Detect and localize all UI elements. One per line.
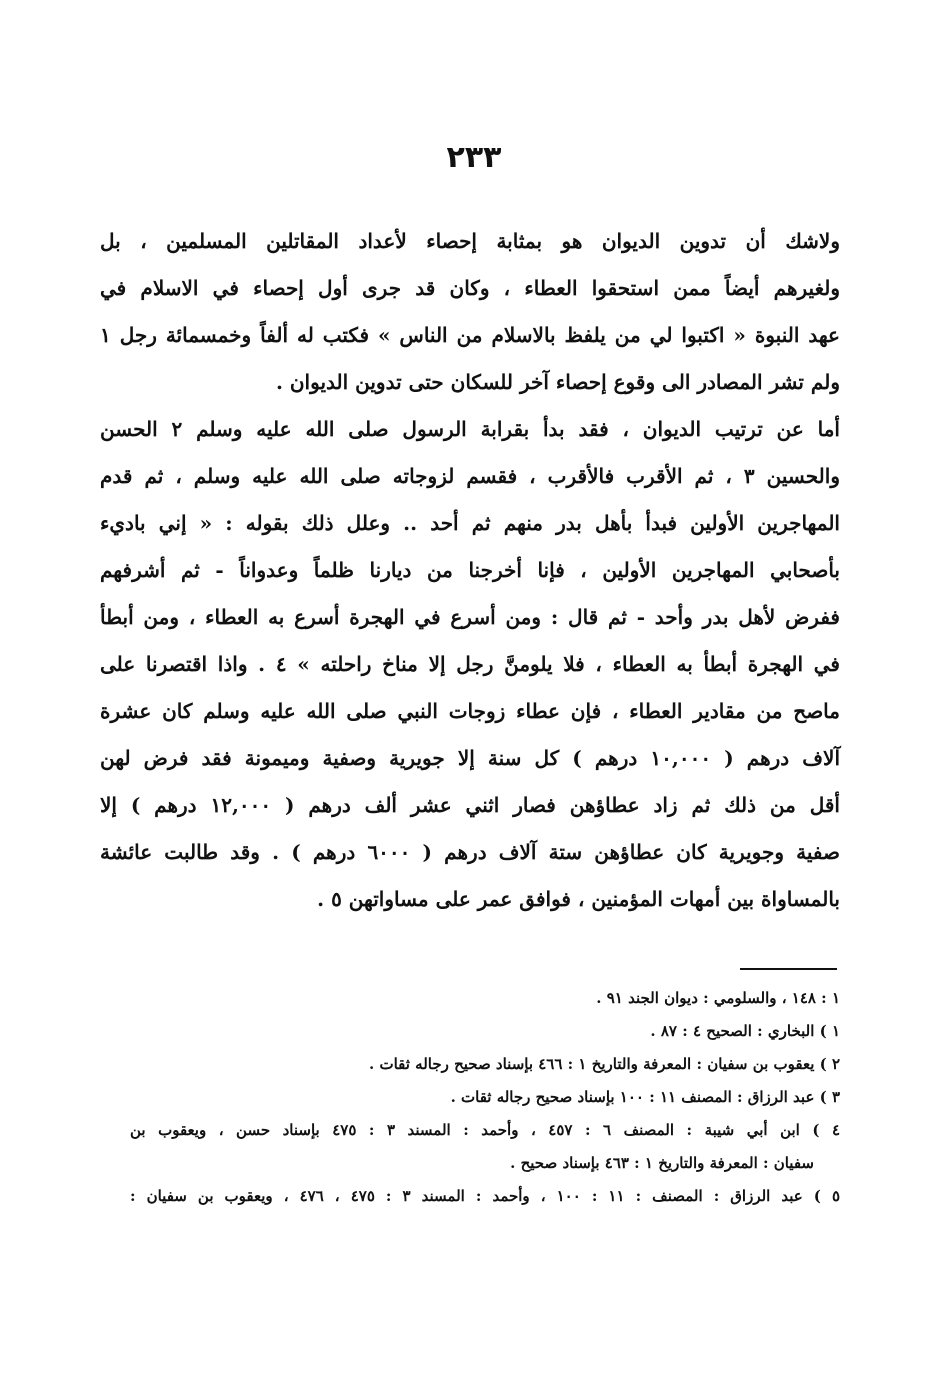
body-line: أقل من ذلك ثم زاد عطاؤهن فصار اثني عشر ألف درهم ( ١٢,٠٠٠ درهم ) إلا <box>100 793 840 817</box>
footnote-line: ٢ ) يعقوب بن سفيان : المعرفة والتاريخ ١ : ٤٦٦ بإسناد صحيح رجاله ثقات . <box>369 1055 840 1073</box>
footnote-line: ٥ ) عبد الرزاق : المصنف : ١١ : ١٠٠ ، وأحمد : المسند ٣ : ٤٧٥ ، ٤٧٦ ، ويعقوب بن سفيان : <box>130 1187 840 1205</box>
body-line: عهد النبوة « اكتبوا لي من يلفظ بالاسلام من الناس » فكتب له ألفاً وخمسمائة رجل ١ <box>100 323 840 347</box>
body-text <box>100 218 840 923</box>
body-line: ولم تشر المصادر الى وقوع إحصاء آخر للسكان حتى تدوين الديوان . <box>275 370 840 394</box>
body-line: ولاشك أن تدوين الديوان هو بمثابة إحصاء لأعداد المقاتلين المسلمين ، بل <box>100 229 840 253</box>
body-line: أما عن ترتيب الديوان ، فقد بدأ بقرابة الرسول صلى الله عليه وسلم ٢ الحسن <box>100 417 840 441</box>
footnote-divider <box>740 968 837 970</box>
footnote-line: ١ : ١٤٨ ، والسلومي : ديوان الجند ٩١ . <box>596 989 840 1007</box>
body-line: المهاجرين الأولين فبدأ بأهل بدر منهم ثم أحد .. وعلل ذلك بقوله : « إني باديء <box>100 511 840 535</box>
body-line: صفية وجويرية كان عطاؤهن ستة آلاف درهم ( ٦٠٠٠ درهم ) . وقد طالبت عائشة <box>100 840 840 864</box>
body-line: ولغيرهم أيضاً ممن استحقوا العطاء ، وكان قد جرى أول إحصاء في الاسلام في <box>100 276 840 300</box>
footnote-line: ١ ) البخاري : الصحيح ٤ : ٨٧ . <box>650 1022 840 1040</box>
body-line: ففرض لأهل بدر وأحد - ثم قال : ومن أسرع في الهجرة أسرع به العطاء ، ومن أبطأ <box>100 605 840 629</box>
body-line: ماصح من مقادير العطاء ، فإن عطاء زوجات النبي صلى الله عليه وسلم كان عشرة <box>100 699 840 723</box>
footnote-line: ٣ ) عبد الرزاق : المصنف ١١ : ١٠٠ بإسناد صحيح رجاله ثقات . <box>450 1088 840 1106</box>
body-line: في الهجرة أبطأ به العطاء ، فلا يلومنَّ رجل إلا مناخ راحلته » ٤ . واذا اقتصرنا على <box>100 652 840 676</box>
footnote-line: سفيان : المعرفة والتاريخ ١ : ٤٦٣ بإسناد صحيح . <box>510 1154 814 1172</box>
page-number: ٢٣٣ <box>446 140 502 175</box>
footnotes <box>130 982 840 1213</box>
body-line: بالمساواة بين أمهات المؤمنين ، فوافق عمر على مساواتهن ٥ . <box>317 887 840 911</box>
body-line: بأصحابي المهاجرين الأولين ، فإنا أخرجنا من ديارنا ظلماً وعدواناً - ثم أشرفهم <box>100 558 840 582</box>
footnote-line: ٤ ) ابن أبي شيبة : المصنف ٦ : ٤٥٧ ، وأحمد : المسند ٣ : ٤٧٥ بإسناد حسن ، ويعقوب بن <box>130 1121 841 1139</box>
body-line: والحسين ٣ ، ثم الأقرب فالأقرب ، فقسم لزوجاته صلى الله عليه وسلم ، ثم قدم <box>100 464 840 488</box>
body-line: آلاف درهم ( ١٠,٠٠٠ درهم ) كل سنة إلا جويرية وصفية وميمونة فقد فرض لهن <box>100 746 840 770</box>
